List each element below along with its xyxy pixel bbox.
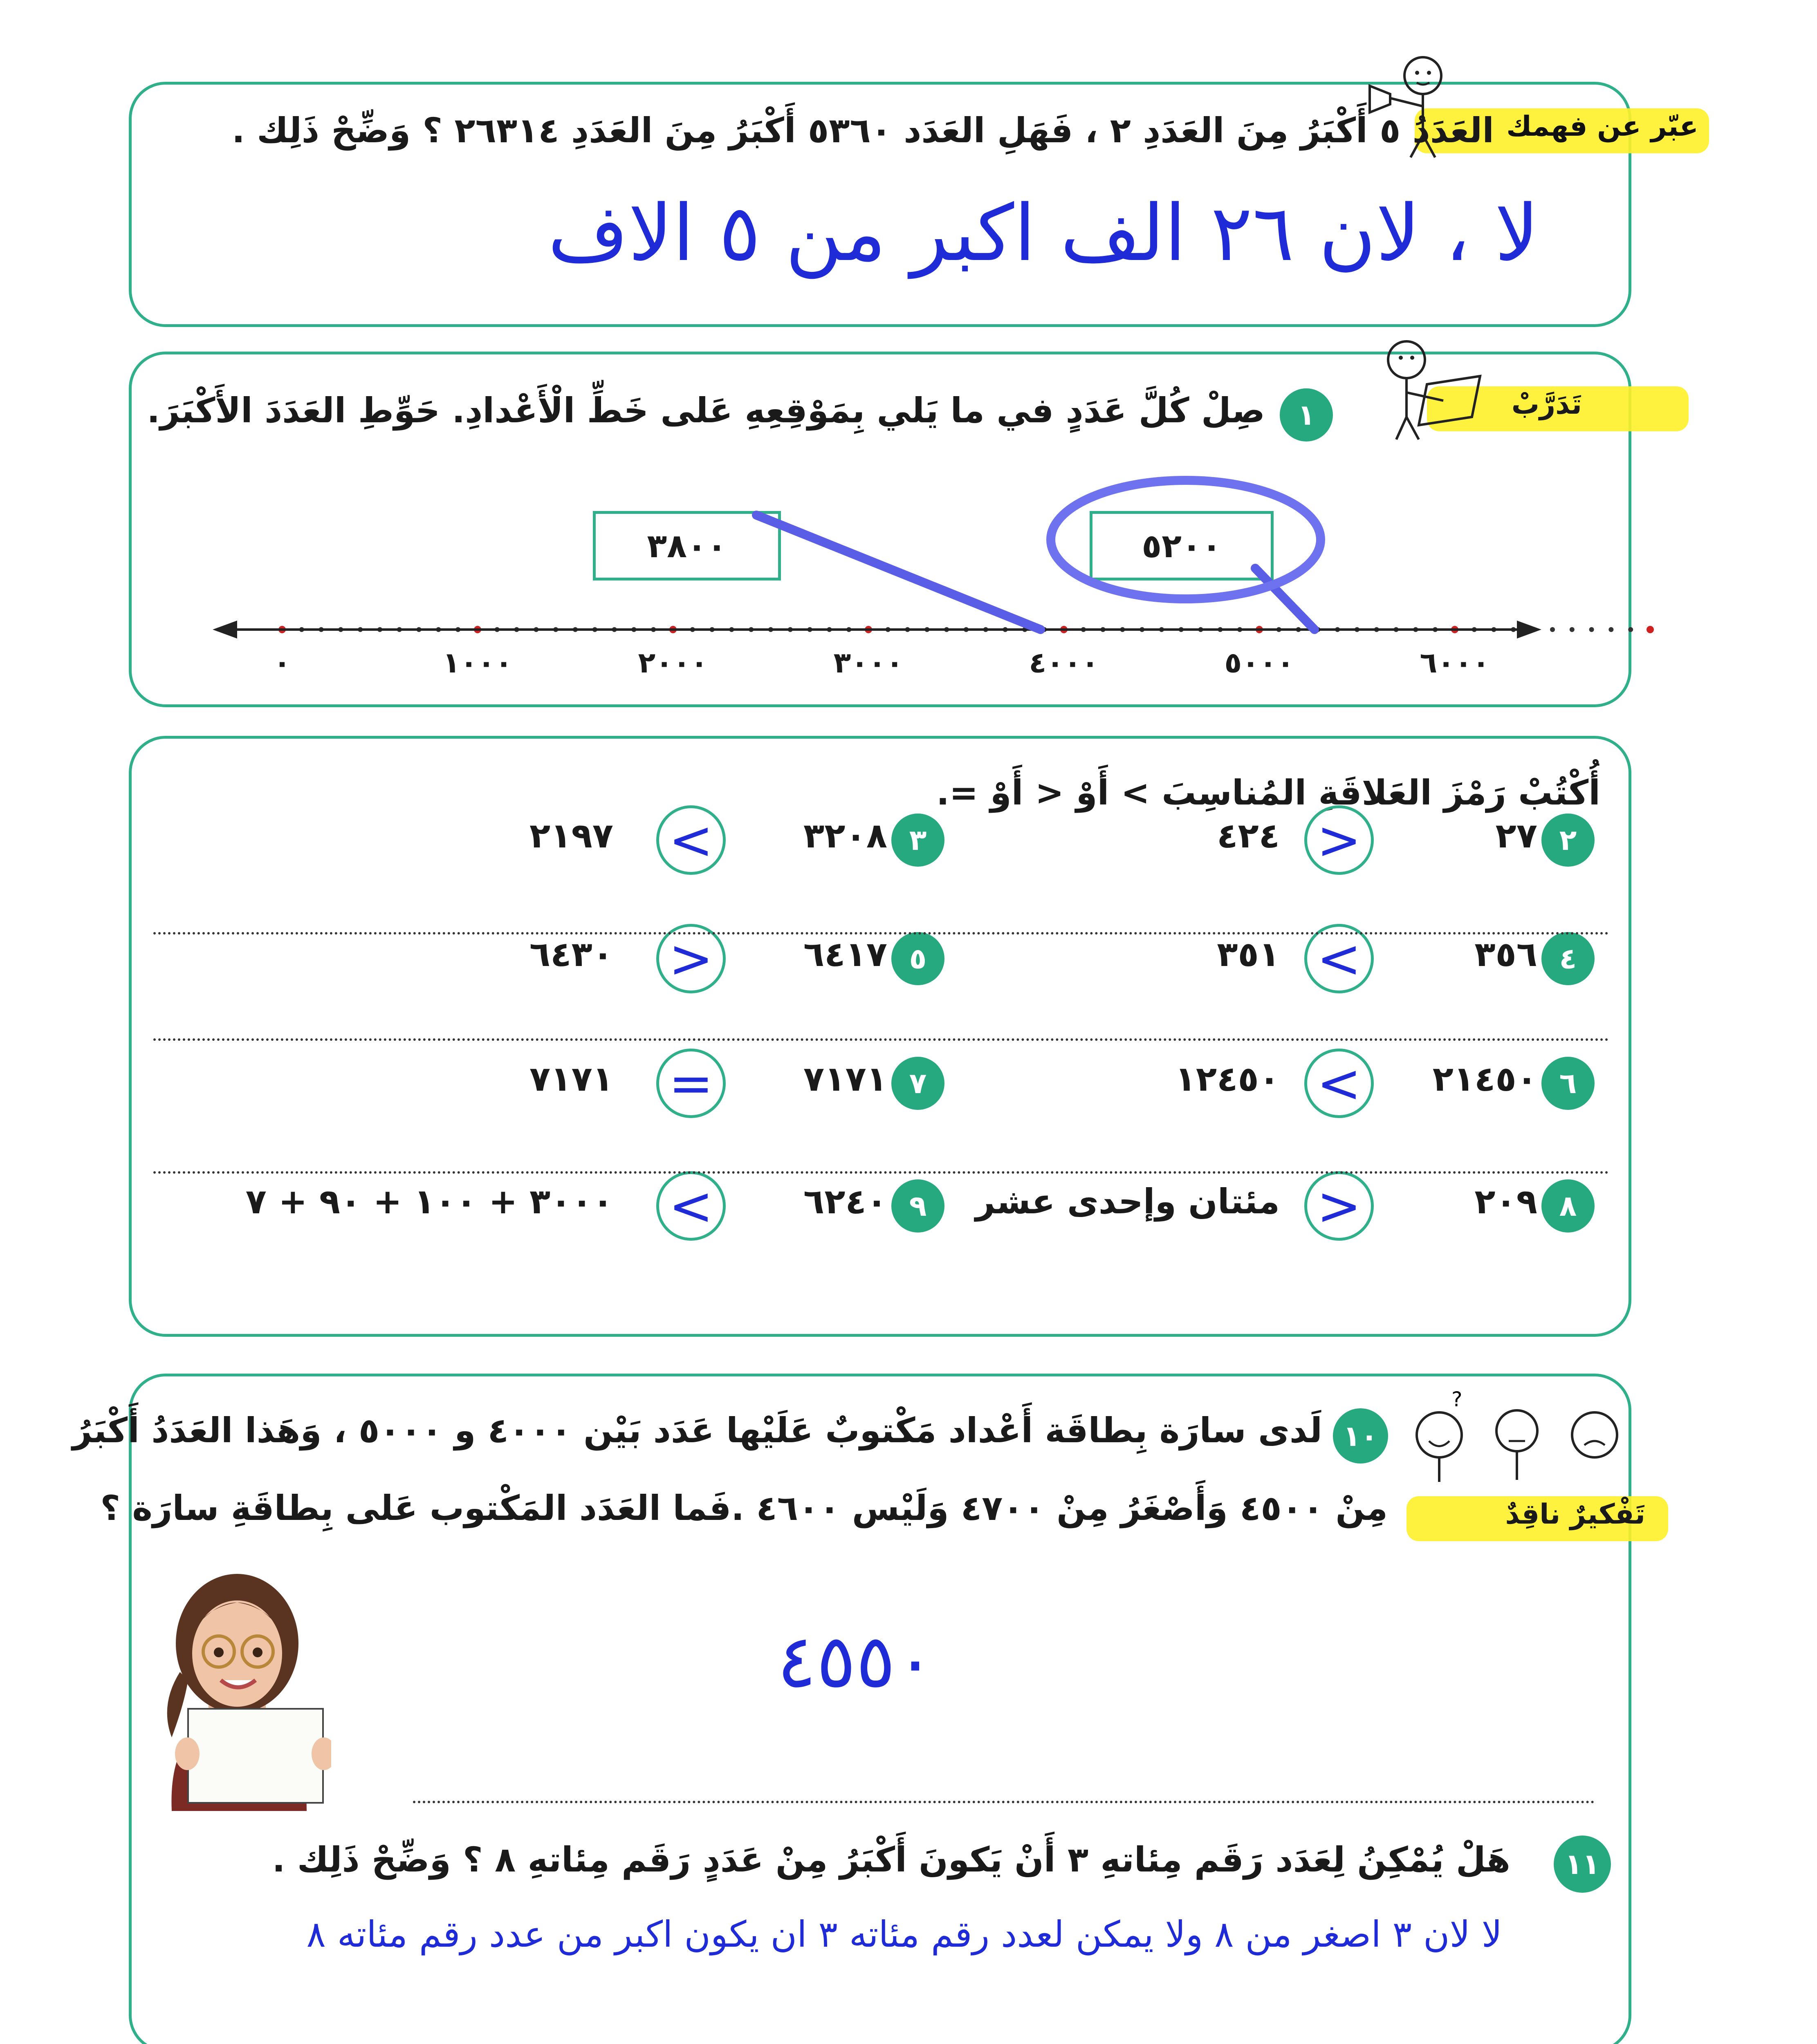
compare-right-value: ١٢٤٥٠ (1175, 1059, 1280, 1099)
question-number-badge: ٢ (1541, 814, 1595, 867)
svg-text:?: ? (1451, 1390, 1463, 1411)
compare-left-value: ٦٤١٧ (803, 934, 887, 974)
question-number-badge: ١٠ (1333, 1408, 1388, 1464)
relation-symbol-answer[interactable]: > (1304, 805, 1374, 875)
relation-symbol-answer[interactable]: = (656, 1049, 726, 1118)
compare-left-value: ٣٥٦ (1474, 934, 1537, 974)
minor-tick (1628, 627, 1633, 632)
compare-left-value: ٣٢٠٨ (803, 816, 887, 856)
compare-left-value: ٢١٤٥٠ (1432, 1059, 1537, 1099)
thinking-faces-icon (1402, 1390, 1623, 1484)
number-card-left: ٣٨٠٠ (593, 511, 781, 580)
relation-symbol-answer[interactable]: > (1304, 1171, 1374, 1241)
question-number-badge: ٤ (1541, 932, 1595, 985)
question-number-badge: ٣ (891, 814, 944, 867)
practice-tag-label: تَدَرَّبْ (1511, 388, 1582, 421)
minor-tick (1550, 627, 1555, 632)
relation-symbol-answer[interactable]: < (656, 805, 726, 875)
row-divider (153, 1171, 1609, 1174)
compare-right-value: ٧١٧١ (529, 1059, 613, 1099)
question-number-badge: ٦ (1541, 1057, 1595, 1110)
express-tag-label: عبّر عن فهمك (1506, 110, 1698, 143)
relation-symbol-answer[interactable]: > (656, 924, 726, 993)
row-divider (153, 1038, 1609, 1041)
compare-left-value: ٧١٧١ (803, 1059, 887, 1099)
compare-right-value: مئتان وإحدى عشر (975, 1181, 1280, 1221)
axis-tick-label: ٤٠٠٠ (1029, 646, 1099, 679)
relation-symbol-answer[interactable]: < (1304, 1049, 1374, 1118)
minor-tick (1608, 627, 1613, 632)
q11-answer: لا لان ٣ اصغر من ٨ ولا يمكن لعدد رقم مئاته ٣ ان يكون اكبر من عدد رقم مئاته ٨ (306, 1913, 1502, 1955)
axis-tick-label: ٥٠٠٠ (1224, 646, 1294, 679)
compare-right-value: ٣٥١ (1217, 934, 1280, 974)
question-number-badge: ١١ (1554, 1836, 1611, 1893)
q10-answer: ٤٥٥٠ (777, 1619, 935, 1704)
answer-line (413, 1801, 1595, 1803)
q10-line2: مِنْ ٤٥٠٠ وَأَصْغَرُ مِنْ ٤٧٠٠ وَلَيْس ٤٦٠٠ .فَما العَدَد المَكْتوب عَلى بِطاقَةِ سارَة ؟ (100, 1488, 1388, 1528)
axis-tick-label: ١٠٠٠ (442, 646, 513, 679)
q10-line1: لَدى سارَة بِطاقَة أَعْداد مَكْتوبٌ عَلَيْها عَدَد بَيْن ٤٠٠٠ و ٥٠٠٠ ، وَهَذا العَدَدُ أَكْبَرُ (72, 1410, 1322, 1450)
girl-holding-card-illustration (143, 1549, 331, 1811)
row-divider (153, 932, 1609, 935)
q11-text: هَلْ يُمْكِنُ لِعَدَد رَقَم مِئاتهِ ٣ أَنْ يَكونَ أَكْبَرُ مِنْ عَدَدٍ رَقَم مِئاتهِ ٨ ؟ وَضِّحْ ذَلِك . (272, 1840, 1510, 1880)
compare-right-value: ٤٢٤ (1217, 816, 1280, 856)
compare-right-value: ٢١٩٧ (529, 816, 613, 856)
compare-right-value: ٦٤٣٠ (529, 934, 613, 974)
axis-tick-label: ٣٠٠٠ (833, 646, 904, 679)
practice-instruction: صِلْ كُلَّ عَدَدٍ في ما يَلي بِمَوْقِعِهِ عَلى خَطِّ الْأَعْدادِ. حَوِّطِ العَدَدَ الأَكْبَرَ. (147, 390, 1265, 430)
compare-left-value: ٢٧ (1495, 816, 1537, 856)
question-number-badge: ٨ (1541, 1179, 1595, 1233)
axis-tick-label: ٢٠٠٠ (638, 646, 708, 679)
question-number-badge: ٥ (891, 932, 944, 985)
compare-right-value: ٣٠٠٠ + ١٠٠ + ٩٠ + ٧ (245, 1181, 613, 1221)
question-number-badge: ٧ (891, 1057, 944, 1110)
largest-number-circle (1051, 480, 1321, 599)
critical-tag-label: تَفْكيرٌ ناقِدٌ (1505, 1498, 1645, 1531)
relation-symbol-answer[interactable]: < (1304, 924, 1374, 993)
express-question: العَدَدُ ٥ أَكْبَرُ مِنَ العَدَدِ ٢ ، فَهَلِ العَدَد ٥٣٦٠ أَكْبَرُ مِنَ العَدَدِ ٢٦٣١٤ ؟ وَضِّحْ ذَلِك . (231, 110, 1494, 150)
compare-left-value: ٢٠٩ (1474, 1181, 1537, 1221)
compare-left-value: ٦٢٤٠ (803, 1181, 887, 1221)
axis-tick-label: ٦٠٠٠ (1420, 646, 1490, 679)
compare-instruction: أُكْتُبْ رَمْزَ العَلاقَةِ المُناسِبَ > أَوْ < أَوْ =. (936, 773, 1600, 813)
relation-symbol-answer[interactable]: < (656, 1171, 726, 1241)
axis-tick-label: ٠ (273, 646, 291, 679)
number-card-right: ٥٢٠٠ (1090, 511, 1274, 580)
express-answer: لا ، لان ٢٦ الف اكبر من ٥ الاف (547, 188, 1539, 278)
number-line (0, 0, 1817, 736)
major-tick (1647, 626, 1654, 633)
minor-tick (1589, 627, 1594, 632)
minor-tick (1570, 627, 1575, 632)
question-number-badge: ١ (1280, 388, 1333, 442)
question-number-badge: ٩ (891, 1179, 944, 1233)
connector-line-3800 (756, 515, 1041, 630)
